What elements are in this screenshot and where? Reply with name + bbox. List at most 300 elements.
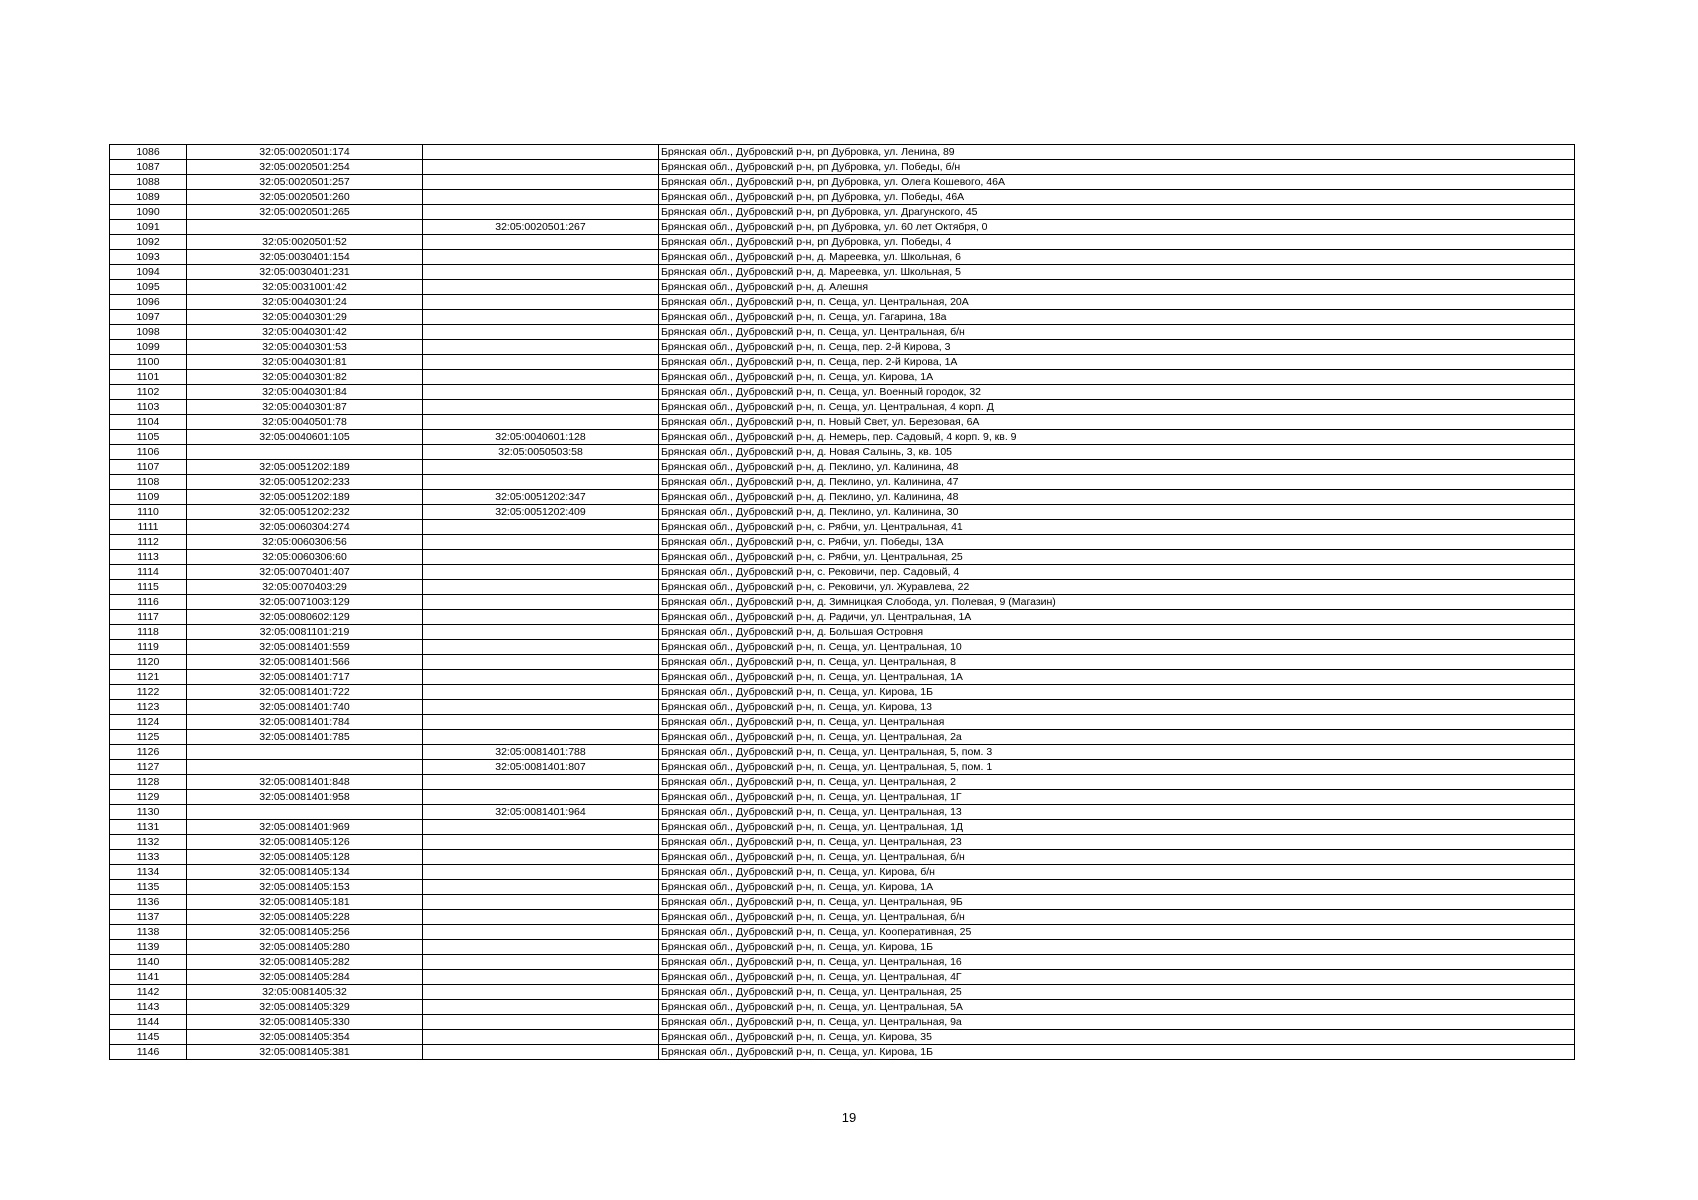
cadastral-number-cell <box>187 220 423 235</box>
address-cell: Брянская обл., Дубровский р-н, п. Сеща, ул. Центральная <box>659 715 1575 730</box>
related-cadastral-number-cell <box>423 625 659 640</box>
address-cell: Брянская обл., Дубровский р-н, п. Сеща, пер. 2-й Кирова, 3 <box>659 340 1575 355</box>
related-cadastral-number-cell <box>423 775 659 790</box>
table-row <box>110 250 1575 265</box>
table-row <box>110 805 1575 820</box>
cadastral-number-cell: 32:05:0031001:42 <box>187 280 423 295</box>
cadastral-number-cell: 32:05:0081401:784 <box>187 715 423 730</box>
related-cadastral-number-cell <box>423 970 659 985</box>
address-cell: Брянская обл., Дубровский р-н, д. Пеклино, ул. Калинина, 48 <box>659 460 1575 475</box>
cadastral-number-cell <box>187 745 423 760</box>
cadastral-number-cell: 32:05:0071003:129 <box>187 595 423 610</box>
table-row <box>110 760 1575 775</box>
table-row <box>110 685 1575 700</box>
cadastral-number-cell: 32:05:0040501:78 <box>187 415 423 430</box>
row-number-cell: 1089 <box>110 190 187 205</box>
related-cadastral-number-cell <box>423 385 659 400</box>
row-number-cell: 1112 <box>110 535 187 550</box>
address-cell: Брянская обл., Дубровский р-н, п. Сеща, ул. Центральная, б/н <box>659 910 1575 925</box>
table-row <box>110 580 1575 595</box>
related-cadastral-number-cell <box>423 145 659 160</box>
cadastral-table <box>109 144 1575 1060</box>
table-row <box>110 190 1575 205</box>
address-cell: Брянская обл., Дубровский р-н, д. Зимницкая Слобода, ул. Полевая, 9 (Магазин) <box>659 595 1575 610</box>
cadastral-number-cell: 32:05:0081405:128 <box>187 850 423 865</box>
cadastral-number-cell: 32:05:0081405:181 <box>187 895 423 910</box>
related-cadastral-number-cell <box>423 715 659 730</box>
table-row <box>110 340 1575 355</box>
cadastral-number-cell: 32:05:0040301:84 <box>187 385 423 400</box>
address-cell: Брянская обл., Дубровский р-н, д. Немерь, пер. Садовый, 4 корп. 9, кв. 9 <box>659 430 1575 445</box>
row-number-cell: 1087 <box>110 160 187 175</box>
table-row <box>110 880 1575 895</box>
cadastral-number-cell: 32:05:0081401:722 <box>187 685 423 700</box>
cadastral-number-cell: 32:05:0040301:81 <box>187 355 423 370</box>
cadastral-number-cell: 32:05:0081401:958 <box>187 790 423 805</box>
address-cell: Брянская обл., Дубровский р-н, п. Сеща, ул. Центральная, 5А <box>659 1000 1575 1015</box>
address-cell: Брянская обл., Дубровский р-н, д. Мареевка, ул. Школьная, 6 <box>659 250 1575 265</box>
related-cadastral-number-cell <box>423 235 659 250</box>
related-cadastral-number-cell <box>423 835 659 850</box>
cadastral-number-cell: 32:05:0020501:265 <box>187 205 423 220</box>
address-cell: Брянская обл., Дубровский р-н, п. Сеща, ул. Центральная, 9Б <box>659 895 1575 910</box>
table-row <box>110 490 1575 505</box>
related-cadastral-number-cell: 32:05:0020501:267 <box>423 220 659 235</box>
related-cadastral-number-cell <box>423 1030 659 1045</box>
address-cell: Брянская обл., Дубровский р-н, п. Сеща, ул. Центральная, 4Г <box>659 970 1575 985</box>
cadastral-number-cell: 32:05:0020501:257 <box>187 175 423 190</box>
related-cadastral-number-cell <box>423 355 659 370</box>
address-cell: Брянская обл., Дубровский р-н, п. Сеща, ул. Кирова, 1А <box>659 880 1575 895</box>
row-number-cell: 1098 <box>110 325 187 340</box>
cadastral-number-cell: 32:05:0081405:284 <box>187 970 423 985</box>
cadastral-number-cell: 32:05:0081401:785 <box>187 730 423 745</box>
address-cell: Брянская обл., Дубровский р-н, п. Сеща, ул. Кирова, 1Б <box>659 1045 1575 1060</box>
row-number-cell: 1090 <box>110 205 187 220</box>
related-cadastral-number-cell <box>423 295 659 310</box>
table-row <box>110 145 1575 160</box>
table-row <box>110 625 1575 640</box>
row-number-cell: 1130 <box>110 805 187 820</box>
related-cadastral-number-cell <box>423 610 659 625</box>
related-cadastral-number-cell <box>423 700 659 715</box>
table-row <box>110 310 1575 325</box>
address-cell: Брянская обл., Дубровский р-н, п. Сеща, ул. Центральная, 5, пом. 3 <box>659 745 1575 760</box>
cadastral-number-cell: 32:05:0020501:174 <box>187 145 423 160</box>
table-row <box>110 655 1575 670</box>
table-row <box>110 565 1575 580</box>
related-cadastral-number-cell <box>423 985 659 1000</box>
address-cell: Брянская обл., Дубровский р-н, с. Рябчи, ул. Центральная, 41 <box>659 520 1575 535</box>
address-cell: Брянская обл., Дубровский р-н, п. Сеща, ул. Центральная, 2а <box>659 730 1575 745</box>
table-row <box>110 595 1575 610</box>
cadastral-number-cell: 32:05:0081405:228 <box>187 910 423 925</box>
row-number-cell: 1139 <box>110 940 187 955</box>
row-number-cell: 1108 <box>110 475 187 490</box>
row-number-cell: 1109 <box>110 490 187 505</box>
table-row <box>110 430 1575 445</box>
row-number-cell: 1097 <box>110 310 187 325</box>
row-number-cell: 1091 <box>110 220 187 235</box>
table-row <box>110 415 1575 430</box>
address-cell: Брянская обл., Дубровский р-н, д. Алешня <box>659 280 1575 295</box>
row-number-cell: 1145 <box>110 1030 187 1045</box>
address-cell: Брянская обл., Дубровский р-н, рп Дубровка, ул. Победы, 4 <box>659 235 1575 250</box>
address-cell: Брянская обл., Дубровский р-н, с. Рековичи, ул. Журавлева, 22 <box>659 580 1575 595</box>
table-row <box>110 700 1575 715</box>
page-number: 19 <box>841 1110 857 1125</box>
row-number-cell: 1104 <box>110 415 187 430</box>
cadastral-number-cell: 32:05:0051202:233 <box>187 475 423 490</box>
row-number-cell: 1121 <box>110 670 187 685</box>
table-row <box>110 985 1575 1000</box>
cadastral-number-cell: 32:05:0081401:848 <box>187 775 423 790</box>
row-number-cell: 1101 <box>110 370 187 385</box>
cadastral-number-cell: 32:05:0060306:56 <box>187 535 423 550</box>
related-cadastral-number-cell: 32:05:0051202:347 <box>423 490 659 505</box>
table-row <box>110 925 1575 940</box>
cadastral-number-cell: 32:05:0081405:282 <box>187 955 423 970</box>
table-row <box>110 265 1575 280</box>
related-cadastral-number-cell <box>423 655 659 670</box>
row-number-cell: 1122 <box>110 685 187 700</box>
cadastral-number-cell: 32:05:0030401:231 <box>187 265 423 280</box>
table-row <box>110 775 1575 790</box>
related-cadastral-number-cell <box>423 310 659 325</box>
cadastral-number-cell: 32:05:0081101:219 <box>187 625 423 640</box>
row-number-cell: 1127 <box>110 760 187 775</box>
related-cadastral-number-cell <box>423 265 659 280</box>
address-cell: Брянская обл., Дубровский р-н, п. Сеща, ул. Центральная, 20А <box>659 295 1575 310</box>
related-cadastral-number-cell <box>423 460 659 475</box>
row-number-cell: 1131 <box>110 820 187 835</box>
table-row <box>110 970 1575 985</box>
cadastral-number-cell: 32:05:0020501:52 <box>187 235 423 250</box>
address-cell: Брянская обл., Дубровский р-н, п. Сеща, ул. Кирова, 1Б <box>659 940 1575 955</box>
related-cadastral-number-cell <box>423 535 659 550</box>
table-row <box>110 475 1575 490</box>
table-row <box>110 295 1575 310</box>
address-cell: Брянская обл., Дубровский р-н, д. Пеклино, ул. Калинина, 48 <box>659 490 1575 505</box>
row-number-cell: 1100 <box>110 355 187 370</box>
address-cell: Брянская обл., Дубровский р-н, п. Сеща, ул. Кооперативная, 25 <box>659 925 1575 940</box>
row-number-cell: 1113 <box>110 550 187 565</box>
address-cell: Брянская обл., Дубровский р-н, рп Дубровка, ул. Победы, 46А <box>659 190 1575 205</box>
address-cell: Брянская обл., Дубровский р-н, п. Сеща, ул. Кирова, 13 <box>659 700 1575 715</box>
address-cell: Брянская обл., Дубровский р-н, п. Сеща, ул. Центральная, 16 <box>659 955 1575 970</box>
table-row <box>110 160 1575 175</box>
related-cadastral-number-cell <box>423 940 659 955</box>
cadastral-number-cell: 32:05:0081401:740 <box>187 700 423 715</box>
address-cell: Брянская обл., Дубровский р-н, п. Сеща, пер. 2-й Кирова, 1А <box>659 355 1575 370</box>
address-cell: Брянская обл., Дубровский р-н, с. Рябчи, ул. Победы, 13А <box>659 535 1575 550</box>
cadastral-number-cell: 32:05:0030401:154 <box>187 250 423 265</box>
address-cell: Брянская обл., Дубровский р-н, п. Сеща, ул. Центральная, 23 <box>659 835 1575 850</box>
related-cadastral-number-cell <box>423 820 659 835</box>
table-row <box>110 610 1575 625</box>
related-cadastral-number-cell <box>423 205 659 220</box>
address-cell: Брянская обл., Дубровский р-н, п. Сеща, ул. Центральная, 9а <box>659 1015 1575 1030</box>
row-number-cell: 1094 <box>110 265 187 280</box>
cadastral-number-cell: 32:05:0081401:969 <box>187 820 423 835</box>
address-cell: Брянская обл., Дубровский р-н, п. Сеща, ул. Кирова, 35 <box>659 1030 1575 1045</box>
related-cadastral-number-cell <box>423 400 659 415</box>
table-row <box>110 445 1575 460</box>
cadastral-number-cell: 32:05:0070403:29 <box>187 580 423 595</box>
row-number-cell: 1129 <box>110 790 187 805</box>
related-cadastral-number-cell <box>423 190 659 205</box>
cadastral-number-cell: 32:05:0040301:53 <box>187 340 423 355</box>
table-row <box>110 1045 1575 1060</box>
table-row <box>110 715 1575 730</box>
address-cell: Брянская обл., Дубровский р-н, п. Сеща, ул. Центральная, 25 <box>659 985 1575 1000</box>
row-number-cell: 1141 <box>110 970 187 985</box>
cadastral-number-cell: 32:05:0081405:381 <box>187 1045 423 1060</box>
related-cadastral-number-cell <box>423 670 659 685</box>
table-row <box>110 730 1575 745</box>
related-cadastral-number-cell <box>423 640 659 655</box>
cadastral-number-cell: 32:05:0081401:566 <box>187 655 423 670</box>
row-number-cell: 1116 <box>110 595 187 610</box>
address-cell: Брянская обл., Дубровский р-н, п. Сеща, ул. Центральная, 4 корп. Д <box>659 400 1575 415</box>
cadastral-number-cell: 32:05:0051202:189 <box>187 490 423 505</box>
row-number-cell: 1095 <box>110 280 187 295</box>
row-number-cell: 1128 <box>110 775 187 790</box>
related-cadastral-number-cell <box>423 595 659 610</box>
table-row <box>110 220 1575 235</box>
cadastral-number-cell: 32:05:0081405:256 <box>187 925 423 940</box>
cadastral-number-cell: 32:05:0081401:559 <box>187 640 423 655</box>
cadastral-number-cell: 32:05:0081405:330 <box>187 1015 423 1030</box>
related-cadastral-number-cell: 32:05:0040601:128 <box>423 430 659 445</box>
cadastral-number-cell: 32:05:0040301:24 <box>187 295 423 310</box>
row-number-cell: 1125 <box>110 730 187 745</box>
table-row <box>110 1015 1575 1030</box>
row-number-cell: 1142 <box>110 985 187 1000</box>
row-number-cell: 1123 <box>110 700 187 715</box>
table-row <box>110 640 1575 655</box>
cadastral-number-cell: 32:05:0081405:32 <box>187 985 423 1000</box>
related-cadastral-number-cell <box>423 475 659 490</box>
table-row <box>110 385 1575 400</box>
address-cell: Брянская обл., Дубровский р-н, п. Сеща, ул. Кирова, 1Б <box>659 685 1575 700</box>
table-row <box>110 910 1575 925</box>
related-cadastral-number-cell: 32:05:0081401:807 <box>423 760 659 775</box>
cadastral-number-cell: 32:05:0040301:42 <box>187 325 423 340</box>
address-cell: Брянская обл., Дубровский р-н, д. Пеклино, ул. Калинина, 30 <box>659 505 1575 520</box>
table-row <box>110 850 1575 865</box>
table-row <box>110 940 1575 955</box>
row-number-cell: 1118 <box>110 625 187 640</box>
cadastral-number-cell: 32:05:0080602:129 <box>187 610 423 625</box>
table-row <box>110 520 1575 535</box>
row-number-cell: 1096 <box>110 295 187 310</box>
row-number-cell: 1137 <box>110 910 187 925</box>
cadastral-number-cell <box>187 445 423 460</box>
table-row <box>110 790 1575 805</box>
table-row <box>110 460 1575 475</box>
table-row <box>110 745 1575 760</box>
related-cadastral-number-cell: 32:05:0081401:964 <box>423 805 659 820</box>
related-cadastral-number-cell <box>423 685 659 700</box>
related-cadastral-number-cell <box>423 550 659 565</box>
row-number-cell: 1119 <box>110 640 187 655</box>
related-cadastral-number-cell <box>423 1015 659 1030</box>
row-number-cell: 1134 <box>110 865 187 880</box>
address-cell: Брянская обл., Дубровский р-н, п. Сеща, ул. Центральная, б/н <box>659 325 1575 340</box>
related-cadastral-number-cell <box>423 250 659 265</box>
row-number-cell: 1135 <box>110 880 187 895</box>
row-number-cell: 1114 <box>110 565 187 580</box>
table-row <box>110 1030 1575 1045</box>
cadastral-number-cell: 32:05:0040301:87 <box>187 400 423 415</box>
table-row <box>110 550 1575 565</box>
related-cadastral-number-cell <box>423 520 659 535</box>
related-cadastral-number-cell <box>423 280 659 295</box>
related-cadastral-number-cell <box>423 910 659 925</box>
row-number-cell: 1133 <box>110 850 187 865</box>
related-cadastral-number-cell <box>423 955 659 970</box>
related-cadastral-number-cell <box>423 370 659 385</box>
row-number-cell: 1138 <box>110 925 187 940</box>
cadastral-number-cell <box>187 805 423 820</box>
related-cadastral-number-cell: 32:05:0051202:409 <box>423 505 659 520</box>
address-cell: Брянская обл., Дубровский р-н, д. Пеклино, ул. Калинина, 47 <box>659 475 1575 490</box>
cadastral-number-cell: 32:05:0051202:232 <box>187 505 423 520</box>
row-number-cell: 1111 <box>110 520 187 535</box>
address-cell: Брянская обл., Дубровский р-н, п. Сеща, ул. Центральная, 8 <box>659 655 1575 670</box>
address-cell: Брянская обл., Дубровский р-н, рп Дубровка, ул. Ленина, 89 <box>659 145 1575 160</box>
cadastral-number-cell: 32:05:0081405:126 <box>187 835 423 850</box>
cadastral-number-cell: 32:05:0070401:407 <box>187 565 423 580</box>
address-cell: Брянская обл., Дубровский р-н, п. Сеща, ул. Гагарина, 18а <box>659 310 1575 325</box>
cadastral-number-cell: 32:05:0051202:189 <box>187 460 423 475</box>
table-row <box>110 535 1575 550</box>
address-cell: Брянская обл., Дубровский р-н, п. Сеща, ул. Кирова, 1А <box>659 370 1575 385</box>
address-cell: Брянская обл., Дубровский р-н, д. Новая Салынь, 3, кв. 105 <box>659 445 1575 460</box>
row-number-cell: 1088 <box>110 175 187 190</box>
table-body <box>110 145 1575 1060</box>
address-cell: Брянская обл., Дубровский р-н, п. Сеща, ул. Центральная, 10 <box>659 640 1575 655</box>
table-row <box>110 895 1575 910</box>
row-number-cell: 1124 <box>110 715 187 730</box>
address-cell: Брянская обл., Дубровский р-н, п. Сеща, ул. Военный городок, 32 <box>659 385 1575 400</box>
row-number-cell: 1110 <box>110 505 187 520</box>
row-number-cell: 1092 <box>110 235 187 250</box>
table-row <box>110 865 1575 880</box>
row-number-cell: 1107 <box>110 460 187 475</box>
table-row <box>110 175 1575 190</box>
related-cadastral-number-cell <box>423 865 659 880</box>
cadastral-number-cell: 32:05:0040301:82 <box>187 370 423 385</box>
related-cadastral-number-cell <box>423 880 659 895</box>
address-cell: Брянская обл., Дубровский р-н, п. Сеща, ул. Центральная, б/н <box>659 850 1575 865</box>
related-cadastral-number-cell <box>423 160 659 175</box>
related-cadastral-number-cell <box>423 325 659 340</box>
row-number-cell: 1136 <box>110 895 187 910</box>
related-cadastral-number-cell <box>423 1045 659 1060</box>
row-number-cell: 1144 <box>110 1015 187 1030</box>
table-row <box>110 955 1575 970</box>
cadastral-number-cell: 32:05:0081405:354 <box>187 1030 423 1045</box>
related-cadastral-number-cell: 32:05:0081401:788 <box>423 745 659 760</box>
row-number-cell: 1140 <box>110 955 187 970</box>
address-cell: Брянская обл., Дубровский р-н, рп Дубровка, ул. Олега Кошевого, 46А <box>659 175 1575 190</box>
address-cell: Брянская обл., Дубровский р-н, д. Радичи, ул. Центральная, 1А <box>659 610 1575 625</box>
related-cadastral-number-cell <box>423 790 659 805</box>
table-row <box>110 835 1575 850</box>
cadastral-number-cell <box>187 760 423 775</box>
row-number-cell: 1120 <box>110 655 187 670</box>
address-cell: Брянская обл., Дубровский р-н, п. Сеща, ул. Центральная, 2 <box>659 775 1575 790</box>
cadastral-number-cell: 32:05:0081405:153 <box>187 880 423 895</box>
address-cell: Брянская обл., Дубровский р-н, рп Дубровка, ул. Победы, б/н <box>659 160 1575 175</box>
address-cell: Брянская обл., Дубровский р-н, п. Сеща, ул. Центральная, 5, пом. 1 <box>659 760 1575 775</box>
row-number-cell: 1099 <box>110 340 187 355</box>
cadastral-number-cell: 32:05:0020501:254 <box>187 160 423 175</box>
row-number-cell: 1126 <box>110 745 187 760</box>
row-number-cell: 1105 <box>110 430 187 445</box>
cadastral-number-cell: 32:05:0081405:329 <box>187 1000 423 1015</box>
address-cell: Брянская обл., Дубровский р-н, п. Сеща, ул. Центральная, 13 <box>659 805 1575 820</box>
table-row <box>110 670 1575 685</box>
table-row <box>110 400 1575 415</box>
row-number-cell: 1102 <box>110 385 187 400</box>
table-row <box>110 325 1575 340</box>
row-number-cell: 1146 <box>110 1045 187 1060</box>
cadastral-number-cell: 32:05:0060304:274 <box>187 520 423 535</box>
related-cadastral-number-cell <box>423 340 659 355</box>
related-cadastral-number-cell <box>423 730 659 745</box>
table-row <box>110 235 1575 250</box>
related-cadastral-number-cell <box>423 415 659 430</box>
cadastral-number-cell: 32:05:0040301:29 <box>187 310 423 325</box>
row-number-cell: 1103 <box>110 400 187 415</box>
address-cell: Брянская обл., Дубровский р-н, п. Сеща, ул. Центральная, 1А <box>659 670 1575 685</box>
related-cadastral-number-cell <box>423 580 659 595</box>
row-number-cell: 1086 <box>110 145 187 160</box>
address-cell: Брянская обл., Дубровский р-н, с. Рябчи, ул. Центральная, 25 <box>659 550 1575 565</box>
row-number-cell: 1143 <box>110 1000 187 1015</box>
related-cadastral-number-cell <box>423 925 659 940</box>
related-cadastral-number-cell <box>423 1000 659 1015</box>
related-cadastral-number-cell: 32:05:0050503:58 <box>423 445 659 460</box>
cadastral-number-cell: 32:05:0040601:105 <box>187 430 423 445</box>
table-row <box>110 820 1575 835</box>
address-cell: Брянская обл., Дубровский р-н, п. Сеща, ул. Кирова, б/н <box>659 865 1575 880</box>
cadastral-number-cell: 32:05:0060306:60 <box>187 550 423 565</box>
row-number-cell: 1115 <box>110 580 187 595</box>
address-cell: Брянская обл., Дубровский р-н, д. Мареевка, ул. Школьная, 5 <box>659 265 1575 280</box>
related-cadastral-number-cell <box>423 895 659 910</box>
table-row <box>110 205 1575 220</box>
address-cell: Брянская обл., Дубровский р-н, д. Большая Островня <box>659 625 1575 640</box>
address-cell: Брянская обл., Дубровский р-н, п. Сеща, ул. Центральная, 1Д <box>659 820 1575 835</box>
address-cell: Брянская обл., Дубровский р-н, рп Дубровка, ул. 60 лет Октября, 0 <box>659 220 1575 235</box>
table-row <box>110 355 1575 370</box>
table-row <box>110 505 1575 520</box>
cadastral-number-cell: 32:05:0081401:717 <box>187 670 423 685</box>
related-cadastral-number-cell <box>423 565 659 580</box>
address-cell: Брянская обл., Дубровский р-н, п. Сеща, ул. Центральная, 1Г <box>659 790 1575 805</box>
related-cadastral-number-cell <box>423 175 659 190</box>
table-row <box>110 1000 1575 1015</box>
cadastral-number-cell: 32:05:0081405:134 <box>187 865 423 880</box>
table-row <box>110 280 1575 295</box>
address-cell: Брянская обл., Дубровский р-н, рп Дубровка, ул. Драгунского, 45 <box>659 205 1575 220</box>
row-number-cell: 1132 <box>110 835 187 850</box>
table-row <box>110 370 1575 385</box>
